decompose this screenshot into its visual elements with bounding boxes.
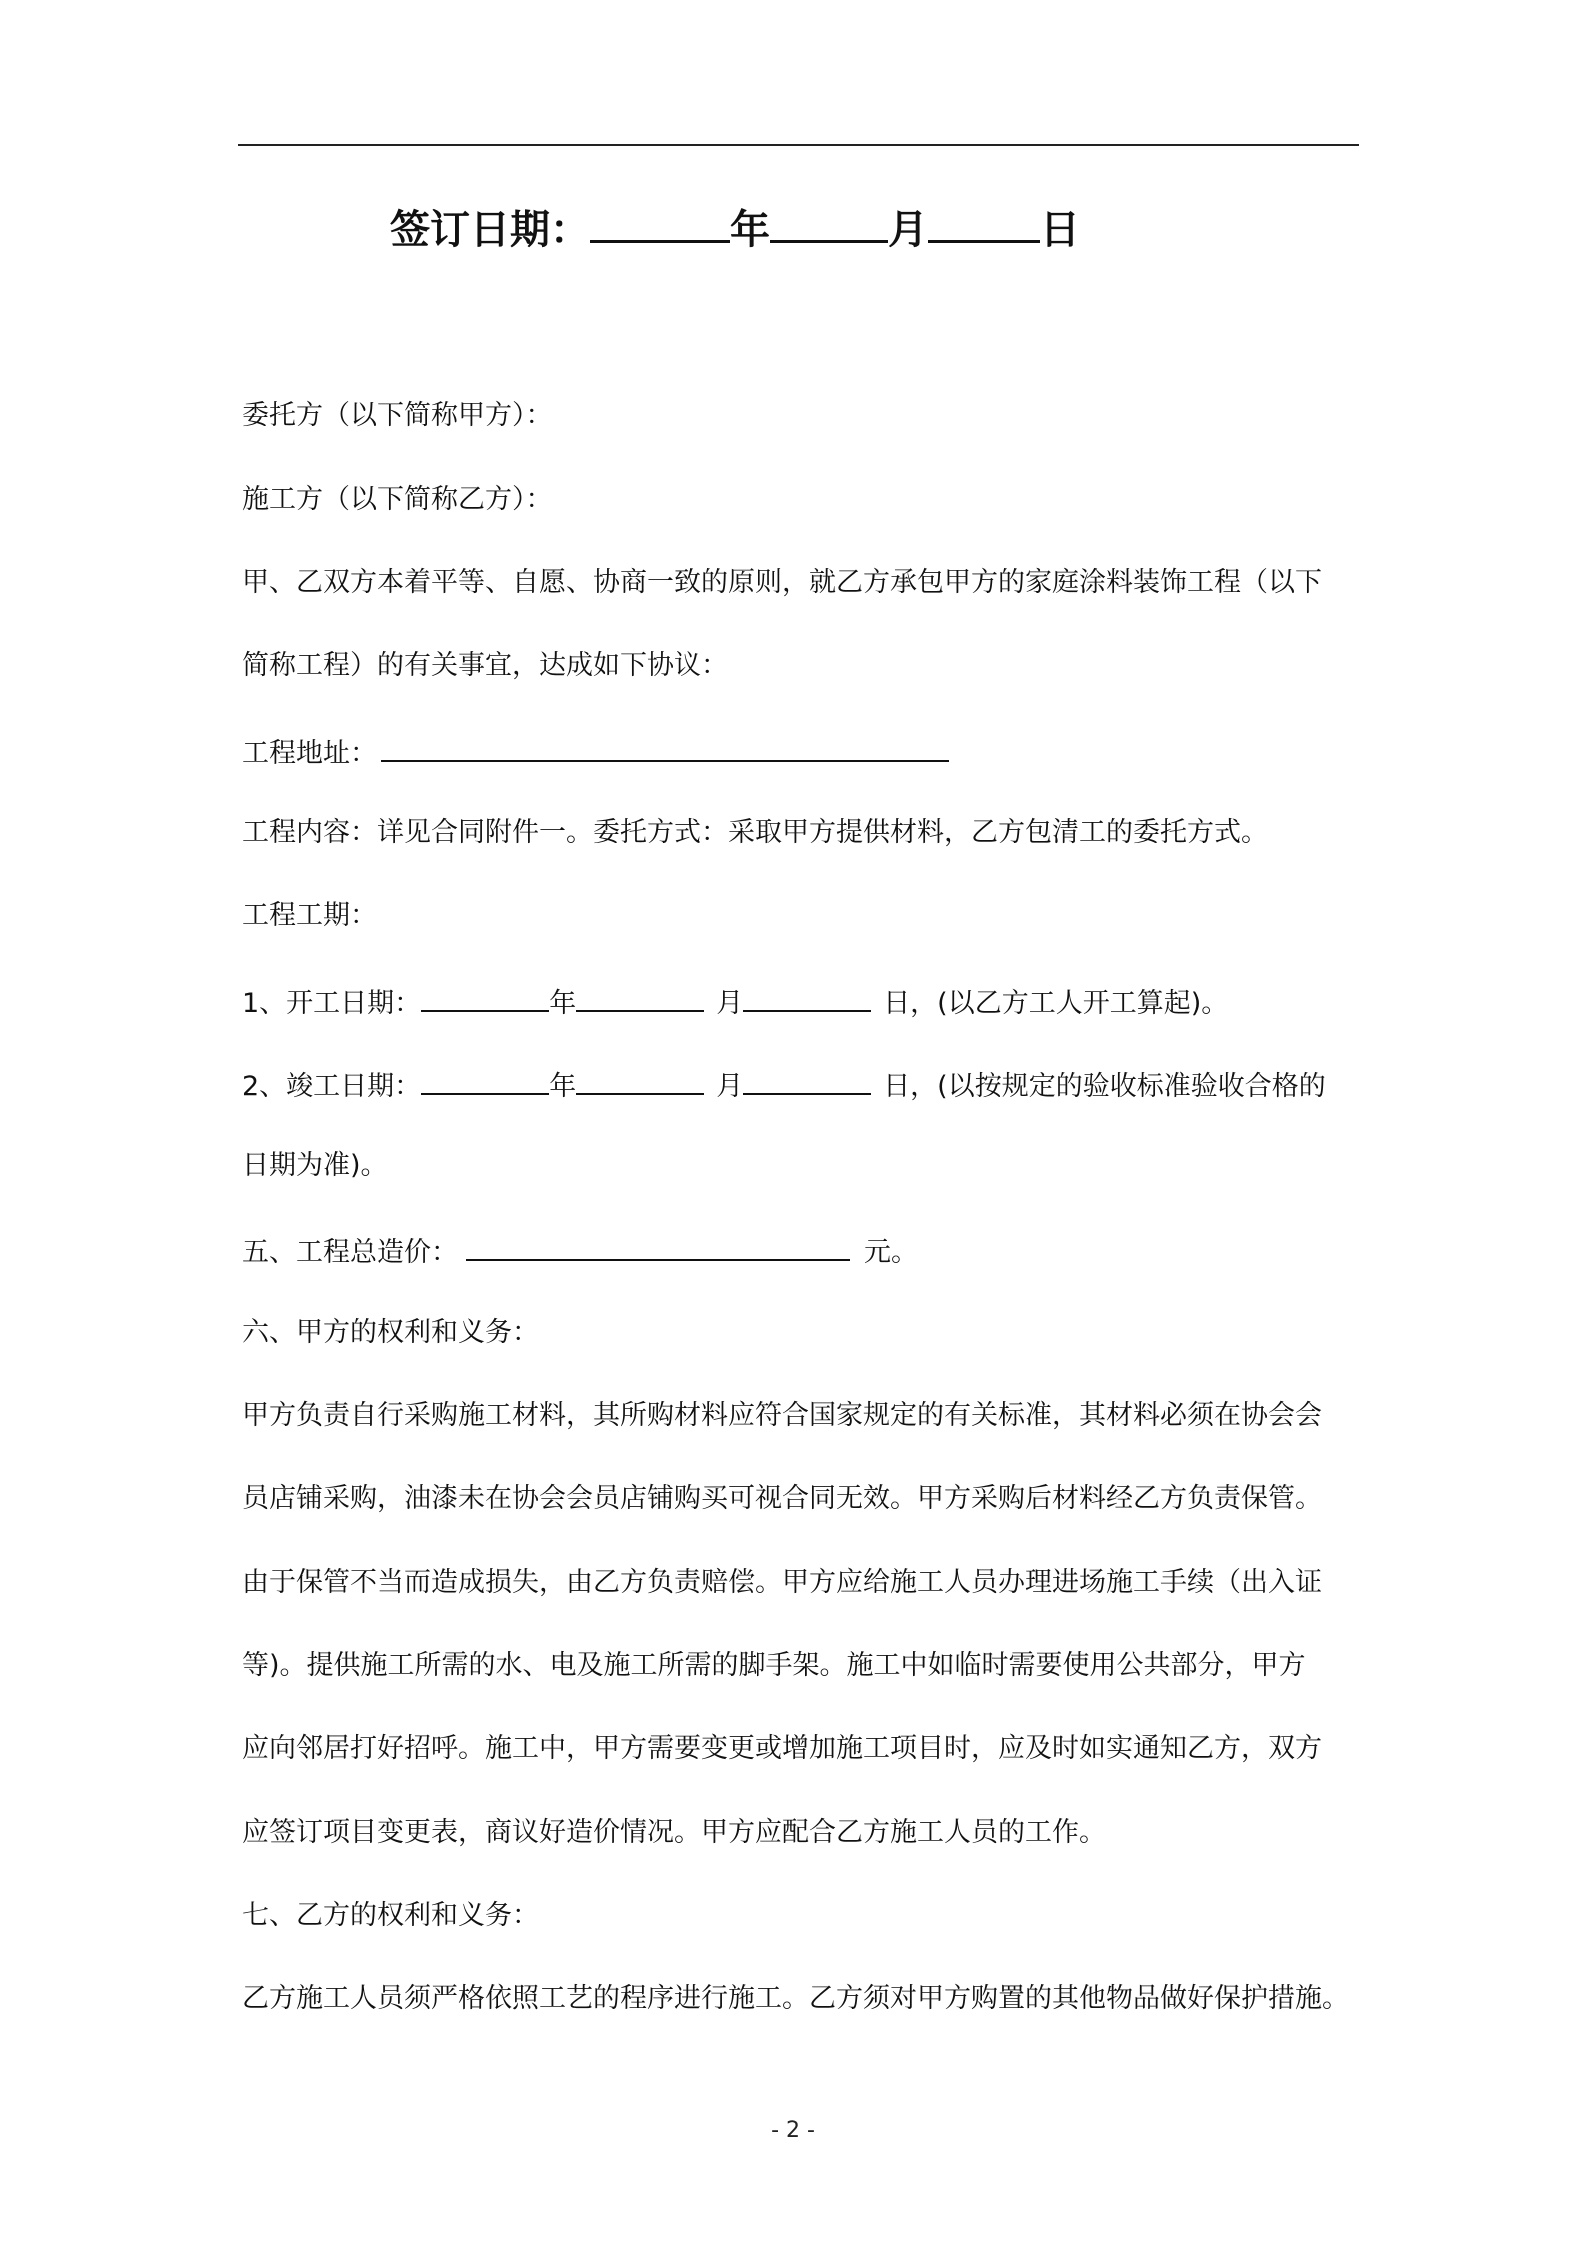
address-line [242,730,949,774]
content-line: 工程内容：详见合同附件一。委托方式：采取甲方提供材料，乙方包清工的委托方式。 [242,817,1268,848]
address-blank[interactable] [381,730,949,762]
start-month-label: 月 [716,988,744,1019]
end-day-blank[interactable] [743,1063,871,1095]
price-line [242,1229,918,1273]
section-6-paragraph-line: 等)。提供施工所需的水、电及施工所需的脚手架。施工中如临时需要使用公共部分，甲方 [242,1650,1306,1681]
day-blank[interactable] [928,196,1040,243]
start-year-label: 年 [549,988,577,1019]
end-month-blank[interactable] [576,1063,704,1095]
address-label: 工程地址： [242,738,377,769]
end-date-line [242,1063,1326,1107]
start-day-blank[interactable] [743,980,871,1012]
month-blank[interactable] [770,196,888,243]
end-year-blank[interactable] [421,1063,549,1095]
header-rule [238,144,1359,146]
section-6-paragraph-line: 应向邻居打好招呼。施工中，甲方需要变更或增加施工项目时，应及时如实通知乙方，双方 [242,1733,1322,1764]
start-date-label: 1、开工日期： [242,988,422,1019]
signing-date-title [390,196,1080,260]
end-month-label: 月 [716,1071,744,1102]
page-number: - 2 - [771,2118,815,2143]
start-year-blank[interactable] [421,980,549,1012]
period-line: 工程工期： [242,900,377,931]
start-month-blank[interactable] [576,980,704,1012]
section-6-title: 六、甲方的权利和义务： [242,1317,539,1348]
signing-date-label: 签订日期： [390,207,590,253]
client-line: 委托方（以下简称甲方）： [242,400,553,431]
start-date-line [242,980,1228,1024]
end-date-note-line-2: 日期为准)。 [242,1150,388,1181]
section-6-paragraph-line: 应签订项目变更表，商议好造价情况。甲方应配合乙方施工人员的工作。 [242,1817,1106,1848]
end-date-note: 日，(以按规定的验收标准验收合格的 [883,1071,1326,1102]
section-7-paragraph-line: 乙方施工人员须严格依照工艺的程序进行施工。乙方须对甲方购置的其他物品做好保护措施。 [242,1983,1349,2014]
section-6-paragraph-line: 甲方负责自行采购施工材料，其所购材料应符合国家规定的有关标准，其材料必须在协会会 [242,1400,1322,1431]
intro-line-2: 简称工程）的有关事宜，达成如下协议： [242,650,728,681]
year-blank[interactable] [590,196,730,243]
contractor-line: 施工方（以下简称乙方）： [242,484,553,515]
start-date-note: 日，(以乙方工人开工算起)。 [883,988,1229,1019]
price-blank[interactable] [466,1229,850,1261]
month-label: 月 [888,207,928,253]
price-label: 五、工程总造价： [242,1237,458,1268]
section-6-paragraph-line: 由于保管不当而造成损失，由乙方负责赔偿。甲方应给施工人员办理进场施工手续（出入证 [242,1567,1322,1598]
day-label: 日 [1040,207,1080,253]
section-6-paragraph-line: 员店铺采购，油漆未在协会会员店铺购买可视合同无效。甲方采购后材料经乙方负责保管。 [242,1483,1322,1514]
price-unit: 元。 [864,1237,918,1268]
intro-line-1: 甲、乙双方本着平等、自愿、协商一致的原则，就乙方承包甲方的家庭涂料装饰工程（以下 [242,567,1322,598]
section-7-title: 七、乙方的权利和义务： [242,1900,539,1931]
year-label: 年 [730,207,770,253]
end-year-label: 年 [549,1071,577,1102]
end-date-label: 2、竣工日期： [242,1071,422,1102]
